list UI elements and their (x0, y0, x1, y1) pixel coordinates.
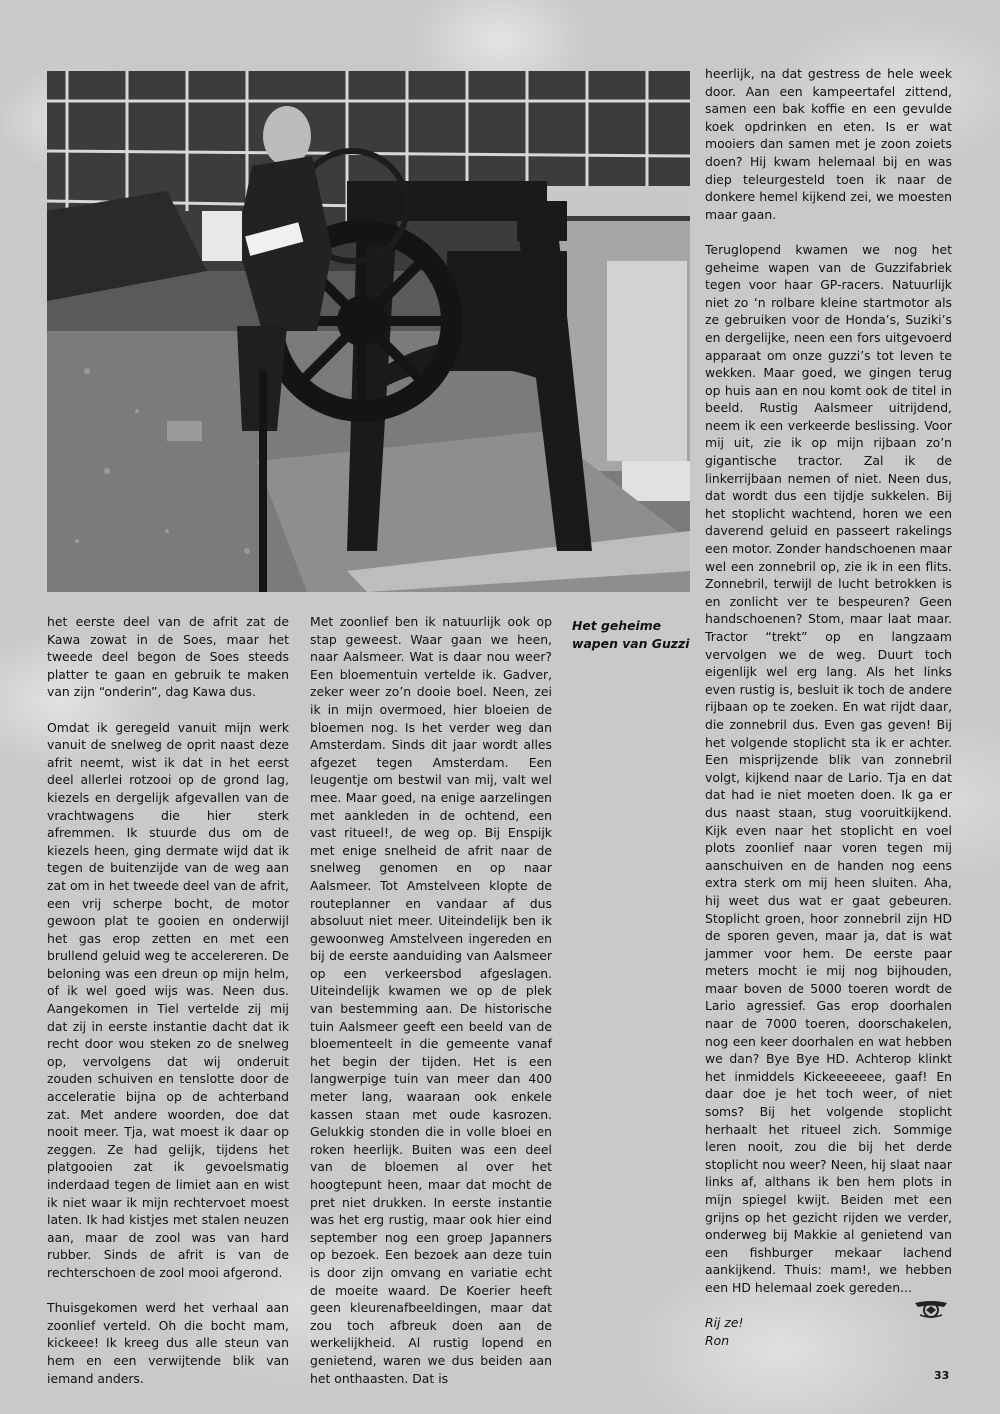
paragraph: Thuisgekomen werd het verhaal aan zoonlief verteld. Oh die bocht mam, kickeee! Ik kreeg dus alle steun van hem en een verwijtende blik van iemand anders. (47, 1300, 289, 1386)
sign-line-1: Rij ze! (705, 1315, 744, 1331)
article-column-3 (705, 65, 952, 1349)
signature (705, 1314, 952, 1349)
photo-guzzi-machine (47, 71, 690, 592)
paragraph: heerlijk, na dat gestress de hele week door. Aan een kampeertafel zittend, samen een bak koffie en een gevulde koek opdrinken en eten. Is er wat mooiers dan samen met je zoon zoiets doen? Hij kwam helemaal bij en was diep teleurgesteld toen ik naar de donkere hemel kijkend zei, we moesten maar gaan. (705, 66, 952, 222)
paragraph: het eerste deel van de afrit zat de Kawa zowat in de Soes, maar het tweede deel begon de Soes steeds platter te gaan en gebruik te maken van zijn “onderin”, dag Kawa dus. (47, 614, 289, 700)
sign-line-2: Ron (705, 1332, 730, 1348)
paragraph: Teruglopend kwamen we nog het geheime wapen van de Guzzifabriek tegen voor haar GP-racers. Natuurlijk niet zo ‘n rolbare kleine startmotor als ze gebruiken voor de Honda’s, Suziki’s en dergelijke, neen een fors uitgevoerd apparaat om onze guzzi’s tot leven te wekken. Maar goed, we gingen terug op huis aan en nou komt ook de titel in beeld. Rustig Aalsmeer uitrijdend, neem ik een verkeerde beslissing. Voor mij uit, zie ik op mijn rijbaan zo’n gigantische tractor. Zal ik de linkerrijbaan nemen of niet. Neen dus, dat wordt dus een tijdje sukkelen. Bij het stoplicht wachtend, horen we een daverend geluid en passeert rakelings een motor. Zonder handschoenen maar wel een zonnebril op, zie ik in een flits. Zonnebril, terwijl de lucht betrokken is en zonlicht ver te bespeuren? Geen handschoenen? Stom, maar laat maar. Tractor “trekt” op en langzaam vervolgen we de weg. Duurt toch eigenlijk wel erg lang. Als het links even rustig is, besluit ik toch de andere rijbaan op te zoeken. En wat rijdt daar, die zonnebril dus. Even gas geven! Bij het volgende stoplicht sta ik er achter. Een misprijzende blik van zonnebril volgt, kijkend naar de Lario. Tja en dat dat had ie niet moeten doen. Ik ga er dus naast staan, stug vooruitkijkend. Kijk even naar het stoplicht en voel plots zoonlief naar voren tegen mij aanschuiven en de handen nog eens extra sterk om mij heen sluiten. Aha, hij weet dus wat er gaat gebeuren. Stoplicht groen, hoor zonnebril zijn HD de sporen geven, maar ja, dat is wat jammer voor hem. De eerste paar meters mocht ie mij nog bijhouden, maar boven de 5000 toeren wordt de Lario agressief. Gas erop doorhalen naar de 7000 toeren, doorschakelen, nog een keer doorhalen en wat hebben we dan? Bye Bye HD. Achterop klinkt het inmiddels Kickeeeeeee, gaaf! En daar doe je het toch weer, of niet soms? Bij het volgende stoplicht herhaalt het ritueel zich. Sommige leren nooit, zou die bij het derde stoplicht nou weer? Neen, hij slaat naar links af, althans ik ben hem plots in mijn spiegel kwijt. Beiden met een grijns op het gezicht rijden we verder, onderweg bij Makkie al genietend van een fishburger mekaar lachend aankijkend. Thuis: mam!, we hebben een HD helemaal zoek gereden... (705, 241, 952, 1295)
photo-caption: Het geheime wapen van Guzzi (572, 618, 690, 651)
paragraph: Omdat ik geregeld vanuit mijn werk vanuit de snelweg de oprit naast deze afrit neemt, wist ik dat in het eerst deel allerlei rotzooi op de grond lag, kiezels en dergelijk afgevallen van de vrachtwagens die hier sterk afremmen. Ik stuurde dus om de kiezels heen, ging dermate wijd dat ik tegen de buitenzijde van de weg aan zat om in het tweede deel van de afrit, een vrij scherpe bocht, de motor gewoon plat te gooien en onderwijl het gas erop zetten en met een brullend geluid weg te accelereren. De beloning was een dreun op mijn helm, of ik wel goed wijs was. Neen dus. Aangekomen in Tiel vertelde zij mij dat zij in eerste instantie dacht dat ik recht door wou steken zo de snelweg op, vervolgens dat wij onderuit zouden schuiven en tenslotte door de acceleratie bijna op de achterband zat. Met andere woorden, doe dat nooit meer. Tja, wat moest ik daar op zeggen. Ze had gelijk, tijdens het platgooien zat ik gevoelsmatig inderdaad tegen de limiet aan en wist ik niet waar ik mijn rechtervoet moest laten. Ik had kistjes met stalen neuzen aan, maar de zool was van hard rubber. Sinds de afrit is van de rechterschoen de zool mooi afgerond. (47, 719, 289, 1280)
club-emblem-icon (914, 1297, 948, 1319)
article-column-2 (310, 613, 552, 1387)
page-number: 33 (934, 1369, 950, 1382)
paragraph: Met zoonlief ben ik natuurlijk ook op stap geweest. Waar gaan we heen, naar Aalsmeer. Wat is daar nou weer? Een bloementuin vertelde ik. Gadver, zeker weer zo’n dooie boel. Neen, zei ik in mijn overmoed, hier bloeien de bloemen nog. Is het verder weg dan Amsterdam. Sinds dit jaar wordt alles afgezet tegen Amsterdam. Een leugentje om bestwil van mij, valt wel mee. Maar goed, na enige aarzelingen met aankleden in de ochtend, een vast ritueel!, de weg op. Bij Enspijk met enige snelheid de afrit naar de snelweg genomen en op naar Aalsmeer. Tot Amstelveen klopte de routeplanner en vandaar af dus absoluut niet meer. Uiteindelijk ben ik gewoonweg Amstelveen ingereden en bij de eerste aanduiding van Aalsmeer op een verkeersbod afgeslagen. Uiteindelijk kwamen we op de plek van bestemming aan. De historische tuin Aalsmeer geeft een beeld van de bloementeelt in die gemeente vanaf het begin der tijden. Het is een langwerpige tuin van meer dan 400 meter lang, waaraan ook enkele kassen staan met oude kasrozen. Gelukkig stonden die in volle bloei en roken heerlijk. Buiten was een deel van de bloemen al over het hoogtepunt heen, maar dat mocht de pret niet drukken. In eerste instantie was het erg rustig, maar ook hier eind september nog een groep Japanners op bezoek. Een bezoek aan deze tuin is door zijn omvang en variatie echt de moeite waard. De Koerier heeft geen kleurenafbeeldingen, maar dat zou toch afbreuk doen aan de werkelijkheid. Al rustig lopend en genietend, waren we dus beiden aan het onthaasten. Dat is (310, 614, 552, 1386)
article-column-1 (47, 613, 289, 1387)
